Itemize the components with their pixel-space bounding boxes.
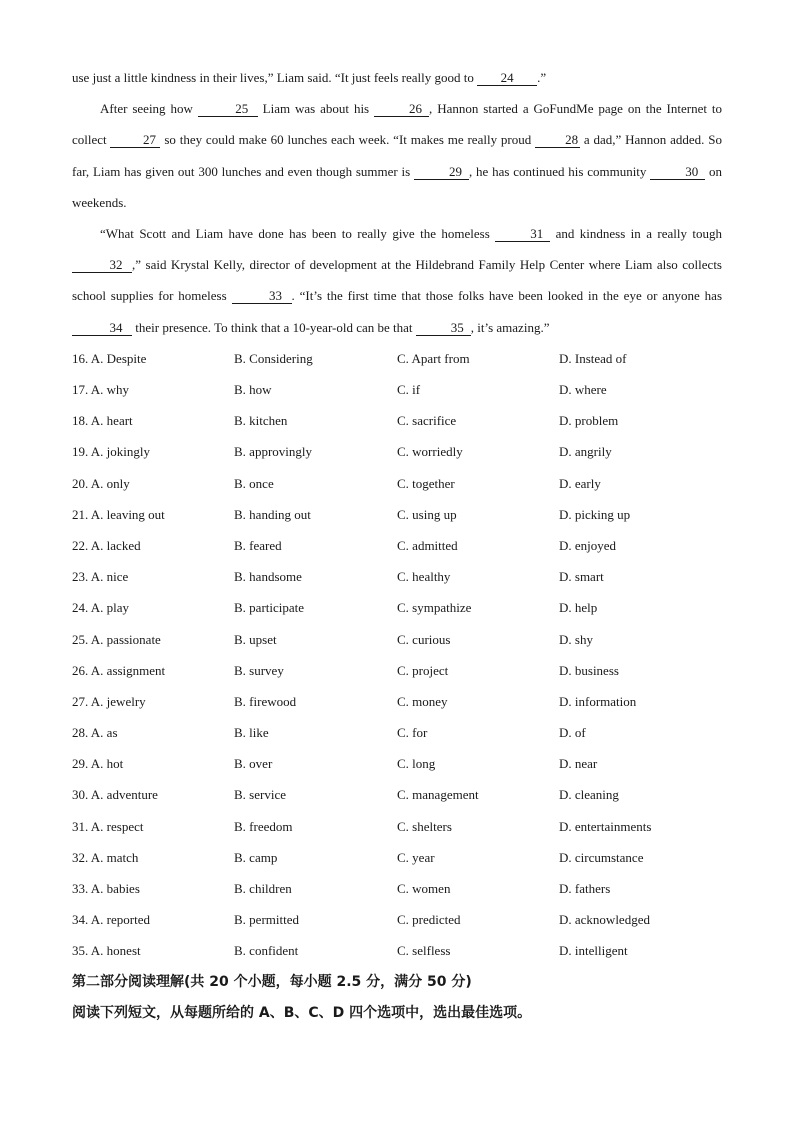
option-d: D. near xyxy=(559,756,598,772)
option-d: D. angrily xyxy=(559,444,612,460)
blank-33: 33 xyxy=(232,288,292,304)
passage-text: , he has continued his community xyxy=(469,163,651,179)
question-row xyxy=(72,468,722,499)
option-a: 17. A. why xyxy=(72,382,130,398)
blank-29: 29 xyxy=(414,164,469,180)
question-row xyxy=(72,592,722,623)
option-c: C. year xyxy=(397,849,435,865)
passage-text: “What Scott and Liam have done has been to really give the homeless xyxy=(100,226,496,242)
document-page xyxy=(72,62,722,1027)
option-a: 23. A. nice xyxy=(72,569,129,585)
option-b: B. approvingly xyxy=(234,444,312,460)
passage-text: Liam was about his xyxy=(257,101,375,117)
question-row xyxy=(72,717,722,748)
question-row xyxy=(72,530,722,561)
option-d: D. picking up xyxy=(559,506,631,522)
passage-paragraph-2 xyxy=(72,93,722,218)
option-c: C. together xyxy=(397,475,455,491)
passage-text: ,” said Krystal Kelly, director of development at the Hildebrand Family Help Center where Liam also collects school supplies for homeless xyxy=(72,257,722,304)
passage-text: . “It’s the first time that those folks have been looked in the eye or anyone has xyxy=(291,288,722,304)
option-a: 28. A. as xyxy=(72,725,118,741)
question-row xyxy=(72,374,722,405)
option-c: C. management xyxy=(397,787,479,803)
option-c: C. if xyxy=(397,382,421,398)
option-c: C. project xyxy=(397,662,449,678)
section-title: 第二部分阅读理解(共 20 个小题，每小题 2.5 分，满分 50 分) xyxy=(72,973,472,990)
question-row xyxy=(72,655,722,686)
option-d: D. enjoyed xyxy=(559,537,617,553)
option-a: 16. A. Despite xyxy=(72,350,147,366)
passage-text: use just a little kindness in their lives,” Liam said. “It just feels really good to xyxy=(72,70,478,85)
option-b: B. service xyxy=(234,787,286,803)
question-row xyxy=(72,561,722,592)
option-d: D. fathers xyxy=(559,881,611,897)
blank-35: 35 xyxy=(416,320,471,336)
option-a: 24. A. play xyxy=(72,600,130,616)
option-d: D. Instead of xyxy=(559,350,627,366)
option-b: B. children xyxy=(234,881,292,897)
blank-24: 24 xyxy=(477,70,537,86)
question-row xyxy=(72,811,722,842)
option-d: D. circumstance xyxy=(559,849,644,865)
option-c: C. predicted xyxy=(397,912,461,928)
passage-text: After seeing how xyxy=(100,101,198,117)
option-c: C. money xyxy=(397,693,448,709)
option-b: B. once xyxy=(234,475,274,491)
question-row xyxy=(72,405,722,436)
question-row xyxy=(72,748,722,779)
option-d: D. help xyxy=(559,600,598,616)
passage-text: on weekends. xyxy=(72,163,722,210)
blank-28: 28 xyxy=(535,132,580,148)
option-c: C. long xyxy=(397,756,436,772)
blank-27: 27 xyxy=(110,132,160,148)
option-d: D. information xyxy=(559,693,637,709)
option-c: C. women xyxy=(397,881,451,897)
option-d: D. early xyxy=(559,475,601,491)
option-a: 20. A. only xyxy=(72,475,130,491)
passage-text: and kindness in a really tough xyxy=(550,226,722,242)
option-b: B. Considering xyxy=(234,350,313,366)
passage-paragraph-3 xyxy=(72,218,722,343)
option-c: C. admitted xyxy=(397,537,458,553)
question-row xyxy=(72,842,722,873)
option-a: 29. A. hot xyxy=(72,756,124,772)
option-b: B. freedom xyxy=(234,818,293,834)
question-row xyxy=(72,686,722,717)
option-a: 32. A. match xyxy=(72,849,139,865)
option-a: 27. A. jewelry xyxy=(72,693,146,709)
question-row xyxy=(72,904,722,935)
blank-25: 25 xyxy=(198,101,258,117)
option-a: 35. A. honest xyxy=(72,943,141,959)
option-b: B. like xyxy=(234,725,269,741)
question-row xyxy=(72,436,722,467)
option-a: 18. A. heart xyxy=(72,413,133,429)
option-b: B. how xyxy=(234,382,272,398)
option-a: 33. A. babies xyxy=(72,881,140,897)
option-a: 31. A. respect xyxy=(72,818,144,834)
option-c: C. sacrifice xyxy=(397,413,457,429)
blank-26: 26 xyxy=(374,101,429,117)
option-b: B. permitted xyxy=(234,912,299,928)
option-c: C. shelters xyxy=(397,818,452,834)
passage-text: so they could make 60 lunches each week. “It makes me really proud xyxy=(160,132,536,148)
question-row xyxy=(72,873,722,904)
passage-text: a dad,” Hannon added. So far, Liam has given out 300 lunches and even though summer is xyxy=(72,132,722,179)
question-row xyxy=(72,343,722,374)
passage-text: .” xyxy=(537,70,547,85)
option-c: C. worriedly xyxy=(397,444,463,460)
passage-text: their presence. To think that a 10-year-old can be that xyxy=(132,319,416,335)
option-a: 25. A. passionate xyxy=(72,631,161,647)
option-b: B. firewood xyxy=(234,693,297,709)
option-d: D. of xyxy=(559,725,586,741)
option-c: C. healthy xyxy=(397,569,451,585)
question-row xyxy=(72,935,722,966)
passage-text: , it’s amazing.” xyxy=(470,319,550,335)
option-c: C. Apart from xyxy=(397,350,470,366)
question-row xyxy=(72,779,722,810)
option-d: D. smart xyxy=(559,569,604,585)
option-c: C. sympathize xyxy=(397,600,472,616)
option-d: D. acknowledged xyxy=(559,912,650,928)
option-b: B. survey xyxy=(234,662,284,678)
blank-31: 31 xyxy=(495,226,550,242)
option-d: D. shy xyxy=(559,631,593,647)
option-a: 34. A. reported xyxy=(72,912,150,928)
option-b: B. over xyxy=(234,756,273,772)
section-instruction: 阅读下列短文，从每题所给的 A、B、C、D 四个选项中，选出最佳选项。 xyxy=(72,1004,532,1021)
option-a: 21. A. leaving out xyxy=(72,506,165,522)
option-c: C. selfless xyxy=(397,943,451,959)
option-b: B. confident xyxy=(234,943,299,959)
option-d: D. entertainments xyxy=(559,818,652,834)
option-b: B. handing out xyxy=(234,506,311,522)
options-list xyxy=(72,343,722,967)
passage-text: , Hannon started a GoFundMe page on the Internet to collect xyxy=(72,101,722,148)
option-b: B. participate xyxy=(234,600,305,616)
option-a: 26. A. assignment xyxy=(72,662,166,678)
option-a: 22. A. lacked xyxy=(72,537,141,553)
question-row xyxy=(72,499,722,530)
blank-34: 34 xyxy=(72,320,132,336)
option-b: B. camp xyxy=(234,849,278,865)
option-d: D. intelligent xyxy=(559,943,628,959)
option-d: D. cleaning xyxy=(559,787,619,803)
option-d: D. business xyxy=(559,662,619,678)
blank-30: 30 xyxy=(650,164,705,180)
option-b: B. kitchen xyxy=(234,413,288,429)
option-c: C. using up xyxy=(397,506,457,522)
option-a: 30. A. adventure xyxy=(72,787,158,803)
passage-paragraph-1 xyxy=(72,62,722,93)
option-c: C. curious xyxy=(397,631,451,647)
option-a: 19. A. jokingly xyxy=(72,444,151,460)
option-d: D. where xyxy=(559,382,607,398)
option-b: B. upset xyxy=(234,631,277,647)
option-c: C. for xyxy=(397,725,428,741)
question-row xyxy=(72,624,722,655)
blank-32: 32 xyxy=(72,257,132,273)
option-b: B. feared xyxy=(234,537,282,553)
option-b: B. handsome xyxy=(234,569,302,585)
option-d: D. problem xyxy=(559,413,619,429)
